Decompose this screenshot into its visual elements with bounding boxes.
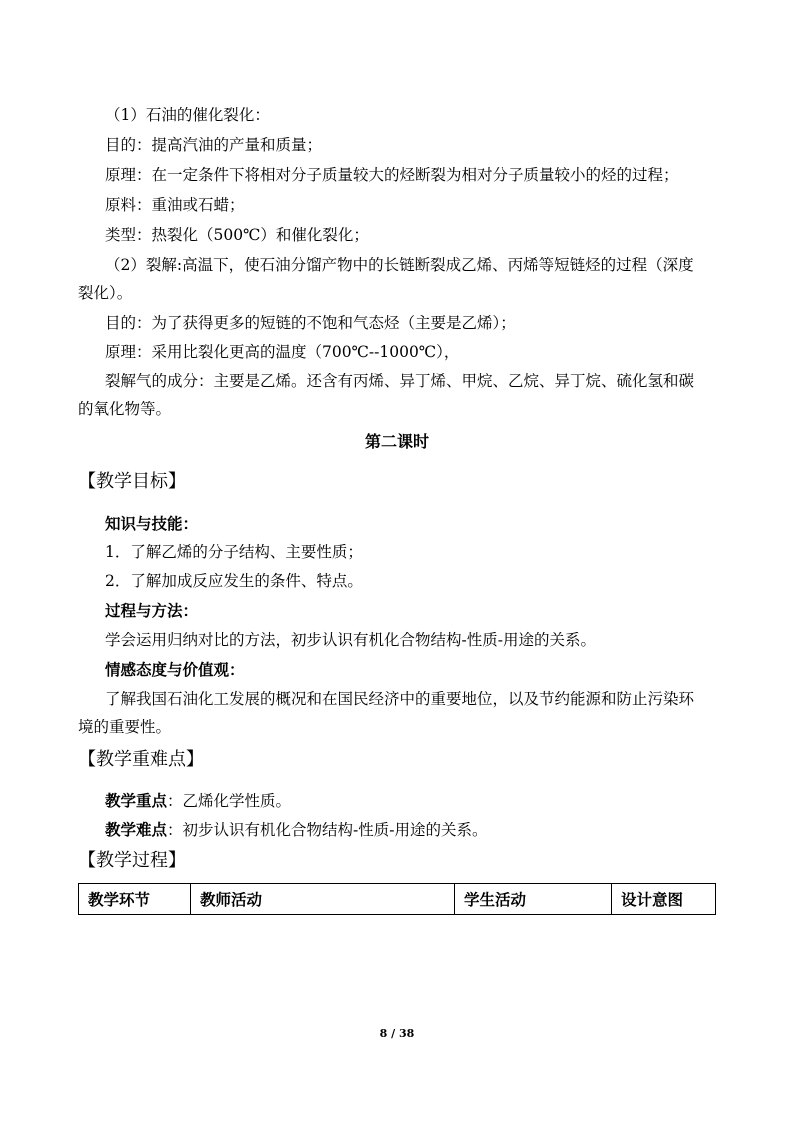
difficult-point-label: 教学难点 (105, 820, 168, 839)
cracking-heading: （1）石油的催化裂化： (105, 106, 270, 124)
table-header-cell: 教学环节 (79, 884, 191, 914)
key-point-label: 教学重点 (105, 791, 168, 810)
objectives-heading: 【教学目标】 (78, 471, 186, 492)
difficult-point-line (105, 820, 488, 840)
key-point-text: ：乙烯化学性质。 (167, 792, 292, 810)
cracking-material: 原料：重油或石蜡； (105, 196, 245, 214)
knowledge-item-1: 1．了解乙烯的分子结构、主要性质； (105, 543, 363, 561)
table-header-cell: 设计意图 (621, 890, 684, 909)
emotion-heading: 情感态度与价值观： (105, 660, 245, 679)
pyrolysis-principle: 原理：采用比裂化更高的温度（700℃--1000℃）， (105, 343, 460, 361)
process-table-header (78, 883, 716, 915)
emotion-text: 了解我国石油化工发展的概况和在国民经济中的重要地位，以及节约能源和防止污染环 (105, 690, 695, 708)
process-heading: 【教学过程】 (78, 850, 186, 871)
pyrolysis-gas: 裂解气的成分：主要是乙烯。还含有丙烯、异丁烯、甲烷、乙烷、异丁烷、硫化氢和碳 (105, 372, 695, 390)
cracking-purpose: 目的：提高汽油的产量和质量； (105, 136, 323, 154)
emotion-text-cont: 境的重要性。 (78, 718, 172, 736)
lesson-title: 第二课时 (364, 432, 429, 451)
pyrolysis-heading: （2）裂解:高温下，使石油分馏产物中的长链断裂成乙烯、丙烯等短链烃的过程（深度 (105, 256, 694, 274)
cracking-type: 类型：热裂化（500℃）和催化裂化； (105, 226, 369, 244)
key-points-heading: 【教学重难点】 (78, 749, 204, 770)
difficult-point-text: ：初步认识有机化合物结构-性质-用途的关系。 (167, 821, 488, 839)
pyrolysis-heading-cont: 裂化）。 (78, 284, 133, 302)
cracking-principle: 原理：在一定条件下将相对分子质量较大的烃断裂为相对分子质量较小的烃的过程； (105, 166, 679, 184)
knowledge-item-2: 2．了解加成反应发生的条件、特点。 (105, 572, 363, 590)
page-number: 8 / 38 (379, 1027, 415, 1040)
table-header-cell: 学生活动 (455, 884, 612, 914)
process-method-heading: 过程与方法： (105, 601, 199, 620)
table-header-cell: 教师活动 (191, 884, 455, 914)
knowledge-heading: 知识与技能： (105, 514, 199, 533)
pyrolysis-gas-cont: 的氧化物等。 (78, 400, 172, 418)
process-method-text: 学会运用归纳对比的方法，初步认识有机化合物结构-性质-用途的关系。 (105, 631, 596, 649)
pyrolysis-purpose: 目的：为了获得更多的短链的不饱和气态烃（主要是乙烯）； (105, 314, 516, 332)
key-point-line (105, 791, 291, 811)
